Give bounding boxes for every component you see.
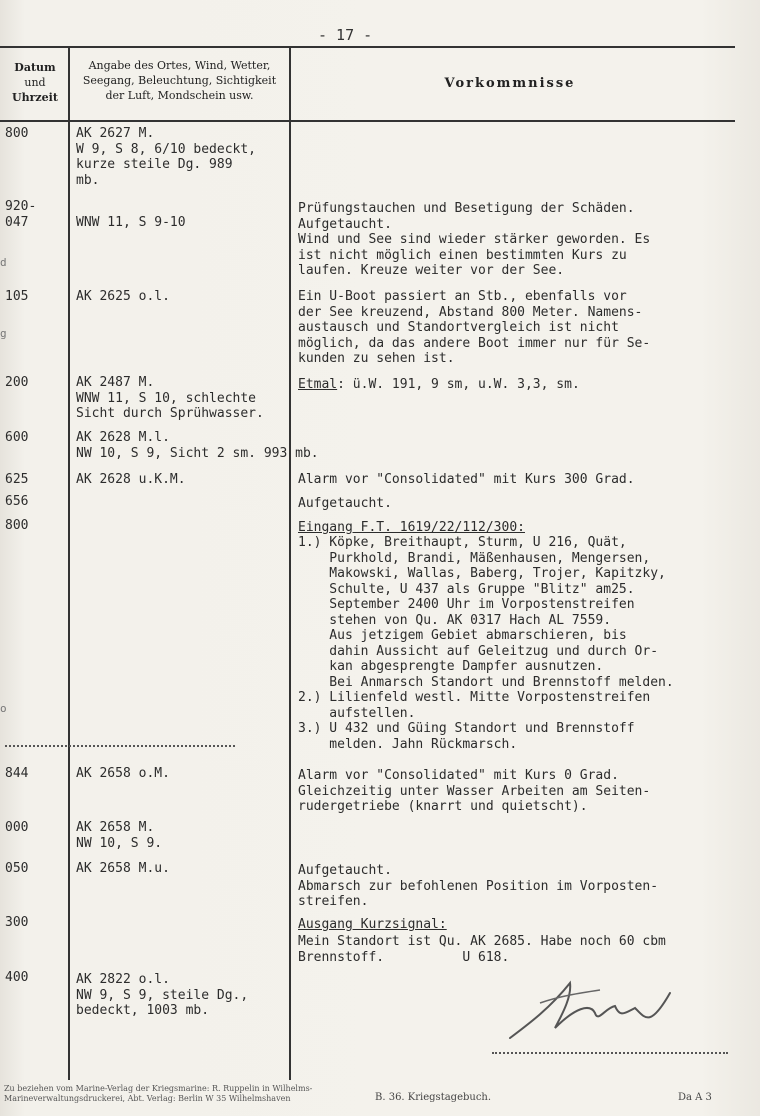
location-cell: WNW 11, S 9-10 [76,214,186,230]
header-rule [0,120,735,122]
location-cell: AK 2625 o.l. [76,289,170,304]
event-heading: Eingang F.T. 1619/22/112/300: [298,520,525,535]
location-cell: AK 2628 M.l. NW 10, S 9, Sicht 2 sm. 993 mb. [76,430,319,461]
location-cell: AK 2627 M. W 9, S 8, 6/10 bedeckt, kurze steile Dg. 989 mb. [76,126,257,188]
handwritten-signature [500,968,690,1048]
event-cell: Aufgetaucht. Abmarsch zur befohlenen Position im Vorposten- streifen. [298,863,659,909]
header-location-line: Angabe des Ortes, Wind, Wetter, [88,59,271,72]
header-date-line: und [24,76,46,89]
event-cell: Ein U-Boot passiert an Stb., ebenfalls vor der See kreuzend, Abstand 800 Meter. Namens- austausch und Standortvergleich ist nicht möglich, da das andere Boot immer nur für Se- kunden zu sehen ist. [298,289,651,366]
column-divider-2 [289,46,291,1080]
header-date-line: Uhrzeit [12,91,58,104]
header-location-line: Seegang, Beleuchtung, Sichtigkeit [82,74,277,87]
column-divider-1 [68,46,70,1080]
time-cell: 800 [5,518,29,533]
header-date-line: Datum [14,61,56,74]
event-cell: Aufgetaucht. [298,496,392,511]
event-cell: Alarm vor "Consolidated" mit Kurs 0 Grad. Gleichzeitig unter Wasser Arbeiten am Seiten- rudergetriebe (knarrt und quietscht). [298,768,651,814]
margin-mark: g [0,327,7,340]
time-cell: 625 [5,472,29,487]
event-cell: Mein Standort ist Qu. AK 2685. Habe noch 60 cbm Brennstoff. U 618. [298,934,666,965]
margin-mark: o [0,702,7,715]
location-cell: AK 2658 o.M. [76,766,170,781]
event-cell [298,377,580,393]
event-cell: 1.) Köpke, Breithaupt, Sturm, U 216, Quät, Purkhold, Brandi, Mäßenhausen, Mengersen, Makowski, Wallas, Baberg, Trojer, Kapitzky, Schulte, U 437 als Gruppe "Blitz" am25. September 2400 Uhr im Vorpostenstreifen stehen von Qu. AK 0317 Hach AL 7559. Aus jetzigem Gebiet abmarschieren, bis dahin Aussicht auf Geleitzug und durch Or- kan abgesprengte Dampfer ausnutzen. Bei Anmarsch Standort und Brennstoff melden. 2.) Lilienfeld westl. Mitte Vorpostenstreifen aufstellen. 3.) U 432 und Güing Standort und Brennstoff melden. Jahn Rückmarsch. [298,535,674,752]
location-cell: AK 2628 u.K.M. [76,472,186,487]
location-cell: AK 2658 M. NW 10, S 9. [76,820,163,851]
header-location-line: der Luft, Mondschein usw. [105,89,254,102]
time-cell: 050 [5,861,29,876]
time-cell: 844 [5,766,29,781]
time-cell: 000 [5,820,29,835]
time-cell: 800 [5,126,29,141]
event-heading: Ausgang Kurzsignal: [298,917,447,932]
header-events: Vorkommnisse [444,76,576,91]
footer-publisher: Zu beziehen vom Marine-Verlag der Kriegsmarine: R. Ruppelin in Wilhelms- Marineverwaltungsdruckerei, Abt. Verlag: Berlin W 35 Wilhelmshaven [4,1084,313,1103]
top-rule [0,46,735,48]
time-cell: 600 [5,430,29,445]
header-location [72,58,287,103]
time-cell: 656 [5,494,29,509]
location-cell: AK 2487 M. WNW 11, S 10, schlechte Sicht durch Sprühwasser. [76,375,264,421]
event-cell: Prüfungstauchen und Besetigung der Schäden. Aufgetaucht. Wind und See sind wieder stärker geworden. Es ist nicht möglich einen bestimmten Kurs zu laufen. Kreuze weiter vor der See. [298,201,651,278]
time-cell: 105 [5,289,29,304]
time-cell: 920- 047 [5,199,37,230]
location-cell: AK 2658 M.u. [76,861,170,876]
etmal-label: Etmal [298,377,338,392]
time-cell: 400 [5,970,29,985]
etmal-text: : ü.W. 191, 9 sm, u.W. 3,3, sm. [337,377,580,392]
event-cell: Alarm vor "Consolidated" mit Kurs 300 Grad. [298,472,635,487]
signature-line [492,1052,728,1054]
time-cell: 200 [5,375,29,390]
location-cell: AK 2822 o.l. NW 9, S 9, steile Dg., bedeckt, 1003 mb. [76,972,249,1018]
footer-form-title: B. 36. Kriegstagebuch. [375,1092,492,1103]
page-number: - 17 - [318,26,373,44]
header-date [4,60,66,105]
time-cell: 300 [5,915,29,930]
footer-form-code: Da A 3 [678,1092,712,1103]
dotted-separator [5,745,235,747]
margin-mark: d [0,256,7,269]
